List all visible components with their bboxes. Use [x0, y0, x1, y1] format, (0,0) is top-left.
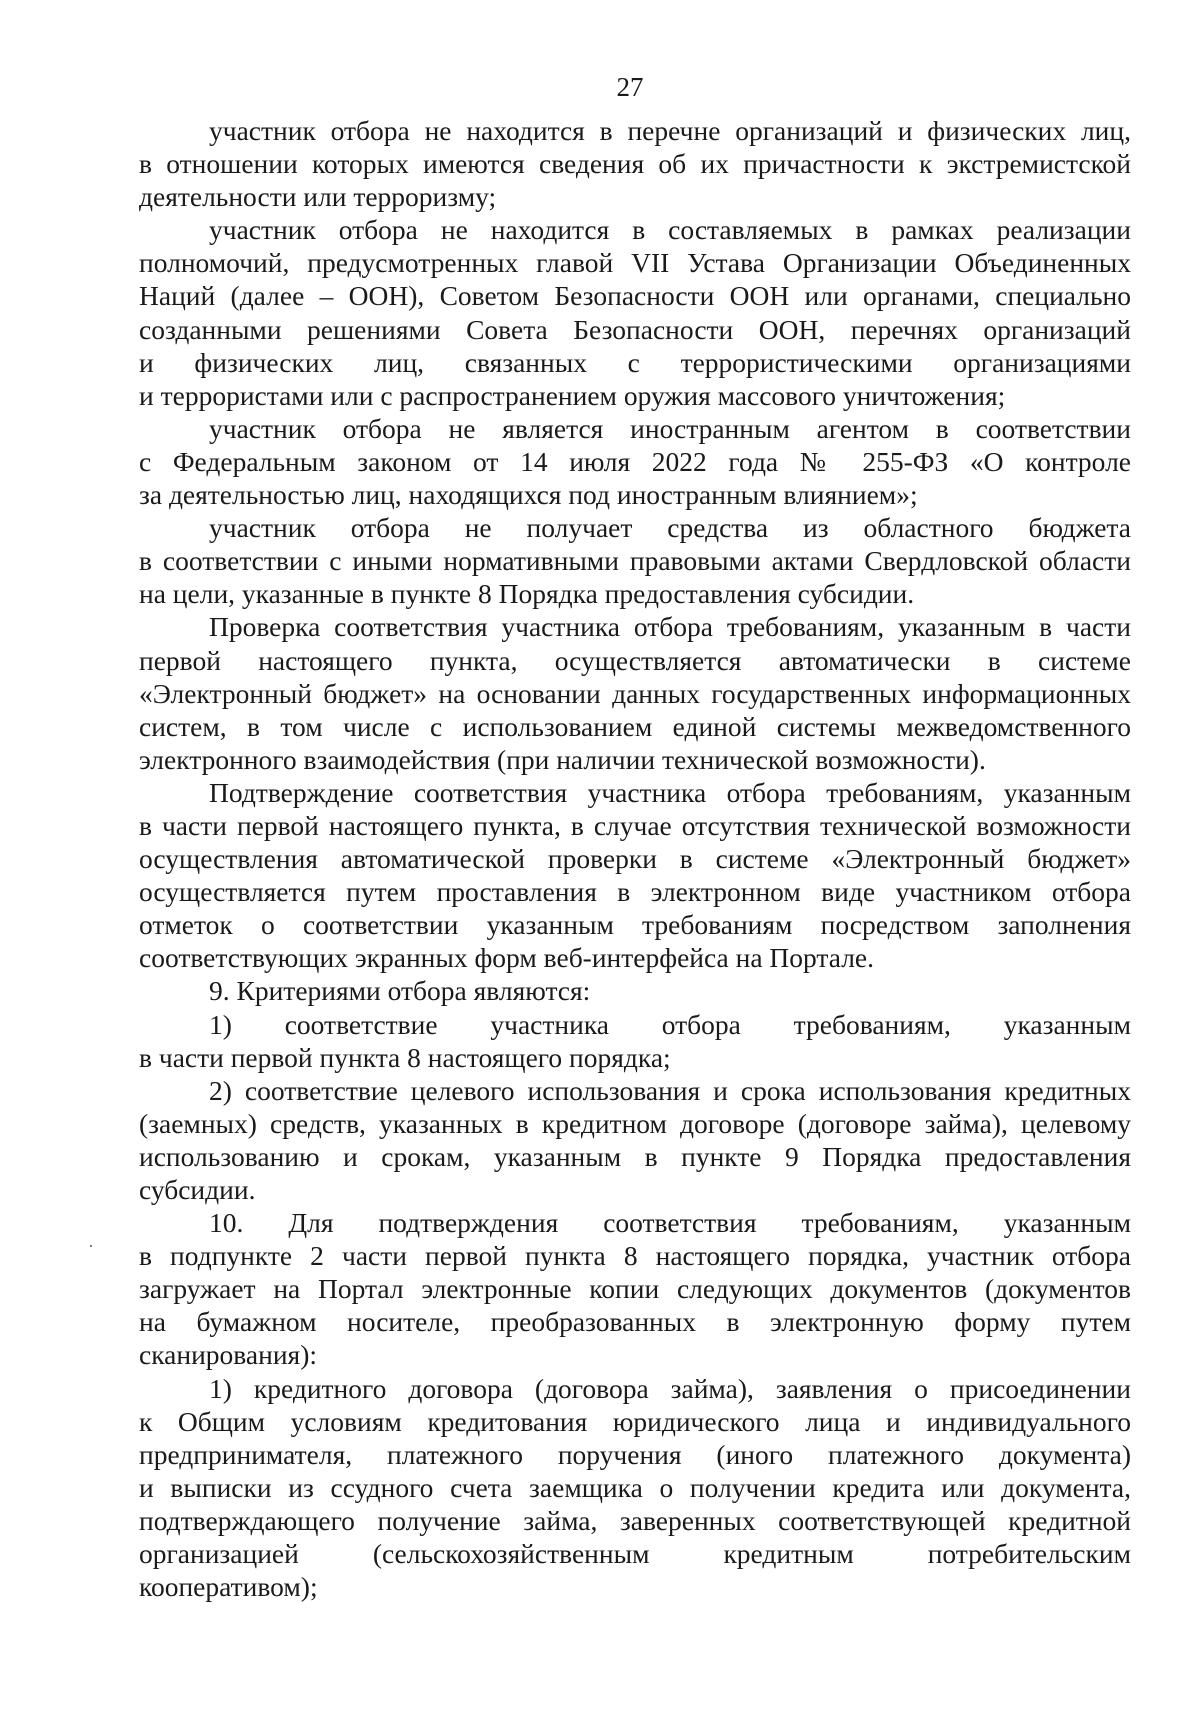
text-line: в отношении которых имеются сведения об их причастности к экстремистской [139, 148, 1131, 180]
text-line: соответствующих экранных форм веб-интерфейса на Портале. [139, 942, 875, 974]
text-line: участник отбора не находится в составляемых в рамках реализации [209, 214, 1131, 246]
text-line: (заемных) средств, указанных в кредитном договоре (договоре займа), целевому [139, 1107, 1131, 1139]
text-line: с Федеральным законом от 14 июля 2022 года № 255-ФЗ «О контроле [139, 445, 1131, 477]
text-line: 2) соответствие целевого использования и срока использования кредитных [209, 1074, 1131, 1106]
text-line: Подтверждение соответствия участника отбора требованиям, указанным [209, 776, 1131, 808]
paragraph [139, 1074, 1131, 1206]
text-line: на цели, указанные в пункте 8 Порядка предоставления субсидии. [139, 578, 915, 610]
paragraph [139, 1008, 1131, 1074]
text-line: осуществляется путем проставления в электронном виде участником отбора [139, 876, 1131, 908]
text-line: и физических лиц, связанных с террористическими организациями [139, 346, 1131, 378]
text-line: субсидии. [139, 1174, 256, 1205]
paragraph [139, 610, 1131, 775]
text-line: 1) соответствие участника отбора требованиям, указанным [209, 1008, 1131, 1040]
page-number: 27 [616, 72, 644, 102]
text-line: за деятельностью лиц, находящихся под иностранным влиянием»; [139, 479, 918, 511]
paragraph [139, 1206, 1131, 1371]
text-line: и выписки из ссудного счета заемщика о получении кредита или документа, [139, 1471, 1131, 1503]
text-line: участник отбора не получает средства из областного бюджета [209, 512, 1131, 544]
text-line: кооперативом); [139, 1571, 318, 1603]
paragraph [139, 114, 1131, 213]
text-line: и террористами или с распространением оружия массового уничтожения; [139, 379, 1006, 411]
text-line: в части первой настоящего пункта, в случае отсутствия технической возможности [139, 809, 1131, 841]
paragraph [139, 213, 1131, 412]
text-line: подтверждающего получение займа, заверенных соответствующей кредитной [139, 1504, 1131, 1536]
text-line: на бумажном носителе, преобразованных в электронную форму путем [139, 1306, 1131, 1338]
text-line: Проверка соответствия участника отбора требованиям, указанным в части [209, 611, 1131, 643]
text-line: первой настоящего пункта, осуществляется автоматически в системе [139, 644, 1131, 676]
paragraph [139, 1372, 1131, 1604]
text-line: созданными решениями Совета Безопасности ООН, перечнях организаций [139, 313, 1131, 345]
text-line: систем, в том числе с использованием единой системы межведомственного [139, 710, 1131, 742]
paragraph [139, 412, 1131, 511]
text-line: участник отбора не является иностранным агентом в соответствии [209, 412, 1131, 444]
text-line: электронного взаимодействия (при наличии технической возможности). [139, 743, 986, 775]
document-body [139, 114, 1131, 1603]
text-line: предпринимателя, платежного поручения (иного платежного документа) [139, 1438, 1131, 1470]
text-line: 10. Для подтверждения соответствия требованиям, указанным [209, 1207, 1131, 1239]
text-line: Наций (далее – ООН), Советом Безопасности ООН или органами, специально [139, 280, 1131, 312]
text-line: в соответствии с иными нормативными правовыми актами Свердловской области [139, 545, 1131, 577]
text-line: «Электронный бюджет» на основании данных государственных информационных [139, 677, 1131, 709]
text-line: организацией (сельскохозяйственным кредитным потребительским [139, 1538, 1131, 1570]
paragraph [139, 974, 1131, 1007]
text-line: полномочий, предусмотренных главой VII Устава Организации Объединенных [139, 247, 1131, 279]
text-line: использованию и срокам, указанным в пункте 9 Порядка предоставления [139, 1140, 1131, 1172]
text-line: 9. Критериями отбора являются: [209, 975, 591, 1007]
paragraph [139, 776, 1131, 975]
text-line: в части первой пункта 8 настоящего порядка; [139, 1041, 671, 1073]
text-line: сканирования): [139, 1339, 317, 1371]
paragraph [139, 511, 1131, 610]
text-line: отметок о соответствии указанным требованиям посредством заполнения [139, 909, 1131, 941]
text-line: осуществления автоматической проверки в системе «Электронный бюджет» [139, 843, 1131, 875]
scan-speck [90, 1245, 92, 1247]
text-line: в подпункте 2 части первой пункта 8 настоящего порядка, участник отбора [139, 1240, 1131, 1272]
text-line: к Общим условиям кредитования юридического лица и индивидуального [139, 1405, 1131, 1437]
text-line: загружает на Портал электронные копии следующих документов (документов [139, 1273, 1131, 1305]
text-line: 1) кредитного договора (договора займа), заявления о присоединении [209, 1372, 1131, 1404]
text-line: деятельности или терроризму; [139, 181, 497, 213]
text-line: участник отбора не находится в перечне организаций и физических лиц, [209, 115, 1131, 146]
